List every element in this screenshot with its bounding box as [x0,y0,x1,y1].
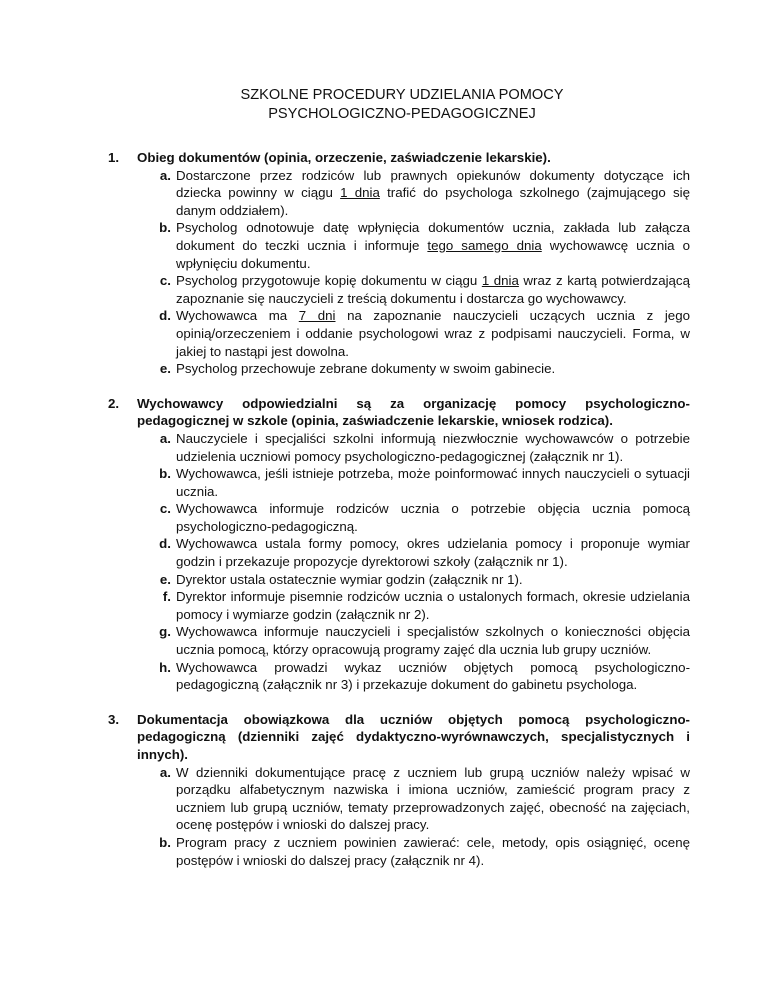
section-heading-text: Obieg dokumentów (opinia, orzeczenie, zaświadczenie lekarskie). [137,150,551,165]
item-text: Wychowawca, jeśli istnieje potrzeba, może poinformować innych nauczycieli o sytuacji ucznia. [176,466,690,499]
section-number: 1. [108,150,120,165]
underlined-deadline: 7 dni [298,308,336,324]
item-letter: d. [159,536,171,552]
item-letter: a. [159,167,171,183]
item-text: Dyrektor informuje pisemnie rodziców ucznia o ustalonych formach, okresie udzielania pomocy i wymiarze godzin (załącznik nr 2). [176,589,690,622]
list-item [156,834,690,869]
underlined-deadline: tego samego dnia [427,237,542,253]
list-item [156,764,690,834]
section-items [108,764,690,870]
list-item [156,659,690,694]
section-document-flow [108,149,690,378]
section-heading [108,149,690,167]
item-text: Program pracy z uczniem powinien zawierać: cele, metody, opis osiągnięć, ocenę postępów i wnioski do dalszej pracy (załącznik nr 4). [176,834,690,868]
item-letter: b. [159,834,171,850]
item-letter: c. [159,501,171,517]
item-text: Nauczyciele i specjaliści szkolni informują niezwłocznie wychowawców o potrzebie udzielenia uczniowi pomocy psychologiczno-pedagogicznej (załącznik nr 1). [176,430,690,464]
section-items [108,430,690,694]
item-letter: h. [159,659,171,675]
title-line-1: SZKOLNE PROCEDURY UDZIELANIA POMOCY [240,87,564,103]
list-item [156,465,690,500]
item-text-before: Dostarczone przez rodziców lub prawnych opiekunów dokumenty dotyczące ich dziecka powinny w ciągu [176,167,690,201]
title-line-2: PSYCHOLOGICZNO-PEDAGOGICZNEJ [268,106,536,122]
list-item [156,219,690,272]
section-heading-text: Wychowawcy odpowiedzialni są za organizację pomocy psychologiczno-pedagogicznej w szkole (opinia, zaświadczenie lekarskie, wniosek rodzica). [137,395,690,429]
list-item [156,500,690,535]
list-item [156,571,690,589]
list-item [156,535,690,570]
item-text-after: na zapoznanie nauczycieli uczących ucznia z jego opinią/orzeczeniem i oddanie psychologowi wraz z podpisami nauczycieli. Forma, w jakiej to nastąpi jest dowolna. [176,308,690,359]
section-heading [108,711,690,764]
list-item [156,360,690,378]
list-item [156,623,690,658]
document-title [108,86,690,124]
list-item [156,430,690,465]
item-text: Wychowawca prowadzi wykaz uczniów objętych pomocą psychologiczno-pedagogiczną (załącznik nr 3) i przekazuje dokument do gabinetu psychologa. [176,659,690,693]
item-letter: b. [159,466,171,482]
underlined-deadline: 1 dnia [340,185,380,201]
list-item [156,307,690,360]
item-text [176,272,690,307]
section-number: 3. [108,711,120,727]
section-heading [108,395,690,430]
item-text: Wychowawca ustala formy pomocy, okres udzielania pomocy i proponuje wymiar godzin i przekazuje propozycje dyrektorowi szkoły (załącznik nr 1). [176,536,690,570]
item-letter: f. [162,589,171,605]
item-letter: g. [159,624,171,640]
item-text-before: Wychowawca ma [176,308,299,324]
section-mandatory-documentation [108,711,690,869]
item-text: Wychowawca informuje rodziców ucznia o potrzebie objęcia ucznia pomocą psychologiczno-pedagogiczną. [176,501,690,534]
item-text [176,219,690,272]
item-letter: b. [159,220,171,236]
item-text: W dzienniki dokumentujące pracę z uczniem lub grupą uczniów należy wpisać w porządku alfabetycznym nazwiska i imiona uczniów, zamieścić program pracy z uczniem lub grupą uczniów, tematy przeprowadzonych zajęć, obecność na zajęciach, ocenę postępów i wnioski do dalszej pracy. [176,764,690,833]
item-letter: a. [159,764,171,780]
underlined-deadline: 1 dnia [481,273,519,289]
section-number: 2. [108,395,120,411]
item-letter: a. [159,430,171,446]
item-text [176,167,690,220]
item-letter: e. [159,361,171,377]
item-text-after: trafić do psychologa szkolnego (zajmującego się danym oddziałem). [176,185,690,218]
item-text-after: wraz z kartą potwierdzającą zapoznanie się nauczycieli z treścią dokumentu i dostarcza go wychowawcy. [176,273,690,306]
item-letter: e. [159,571,171,587]
item-letter: d. [159,308,171,324]
item-text [176,307,690,360]
item-text-before: Psycholog przygotowuje kopię dokumentu w ciągu [176,273,482,289]
section-heading-text: Dokumentacja obowiązkowa dla uczniów objętych pomocą psychologiczno-pedagogiczną (dzienniki zajęć dydaktyczno-wyrównawczych, specjalistycznych i innych). [137,711,690,762]
item-text-before: Psycholog odnotowuje datę wpłynięcia dokumentów ucznia, zakłada lub załącza dokument do teczki ucznia i informuje [176,220,690,253]
item-text: Dyrektor ustala ostatecznie wymiar godzin (załącznik nr 1). [176,571,523,587]
list-item [156,272,690,307]
item-text: Psycholog przechowuje zebrane dokumenty w swoim gabinecie. [176,361,556,377]
list-item [156,167,690,220]
item-text: Wychowawca informuje nauczycieli i specjalistów szkolnych o konieczności objęcia ucznia pomocą, którzy opracowują programy zajęć dla ucznia lub grupy uczniów. [176,624,690,658]
section-items [108,167,690,378]
list-item [156,588,690,623]
section-homeroom-teachers [108,395,690,694]
item-text-after: wychowawcę ucznia o wpłynięciu dokumentu. [176,237,690,271]
item-letter: c. [159,273,171,289]
